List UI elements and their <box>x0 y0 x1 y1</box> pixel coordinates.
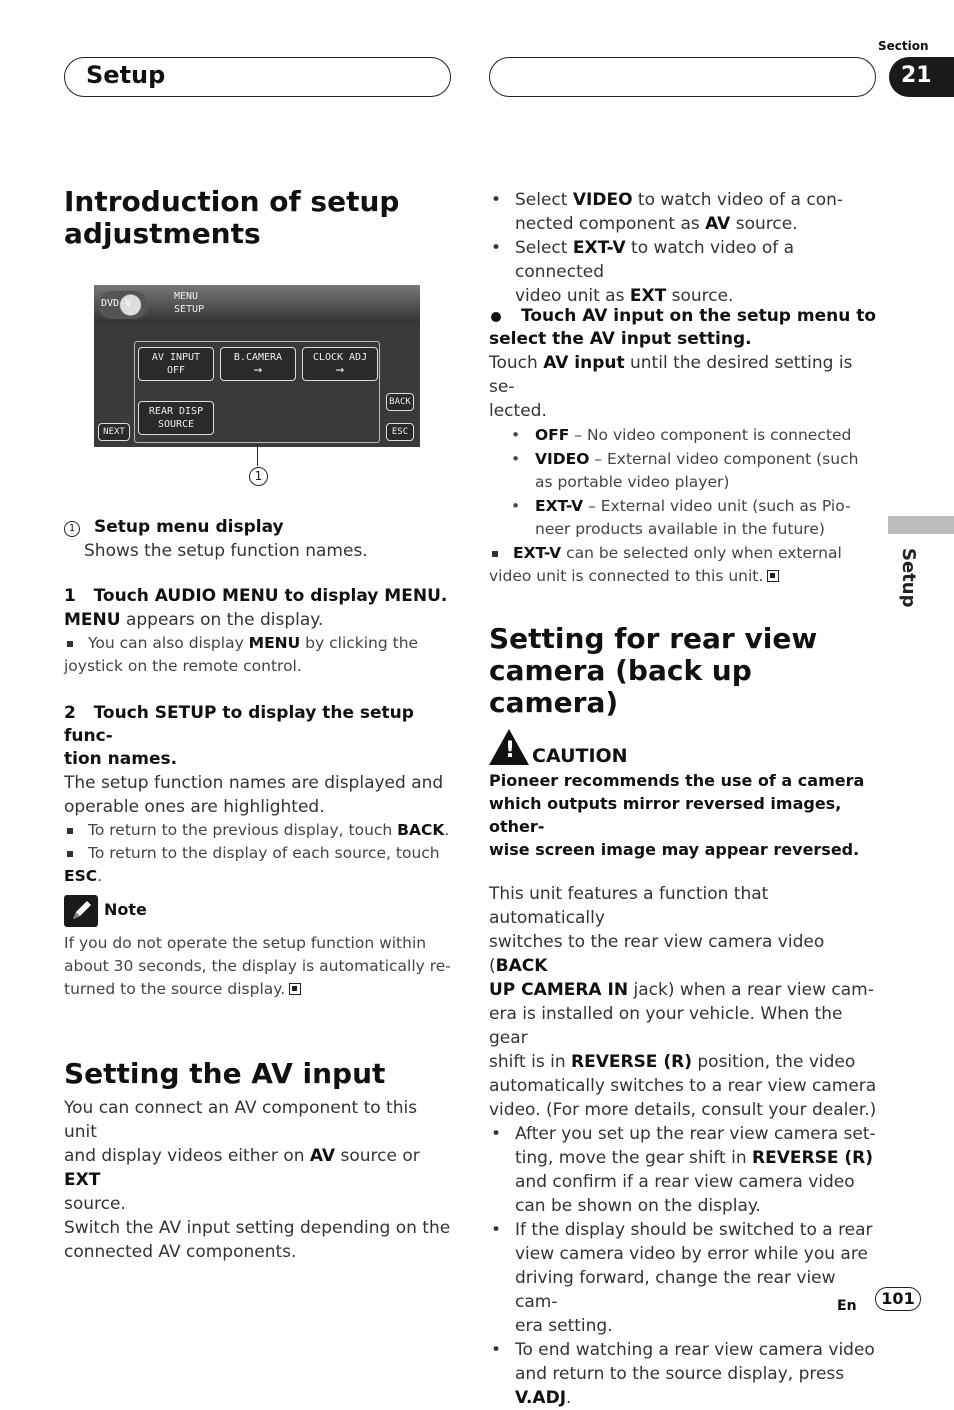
option-video-cont: as portable video player) <box>535 473 730 491</box>
rear-camera-section <box>489 623 881 1410</box>
note-label: Note <box>104 900 147 919</box>
extv-note-cont: video unit is connected to this unit. <box>489 565 881 588</box>
rear-bullet-3-l2: and return to the source display, press <box>515 1364 845 1384</box>
end-mark-icon <box>289 983 301 995</box>
rear-bullet-2-l4: era setting. <box>515 1316 613 1336</box>
callout-number: 1 <box>249 467 268 486</box>
av-step-touch: Touch AV input until the desired setting is se- <box>489 353 853 397</box>
clock-adj-button[interactable] <box>302 347 378 381</box>
section-number-badge: 21 <box>889 57 954 97</box>
rear-bullet-2: • If the display should be switched to a rear <box>489 1218 881 1242</box>
av-input-label: AV INPUT <box>151 352 201 363</box>
option-video: • VIDEO – External video component (such <box>509 448 881 471</box>
step-2-note-1: To return to the previous display, touch BACK. <box>64 819 454 842</box>
legend-number: 1 <box>64 521 80 537</box>
header-blank-pill <box>489 57 876 97</box>
step-1-desc: MENU appears on the display. <box>64 610 324 630</box>
b-camera-label: B.CAMERA <box>233 352 283 363</box>
b-camera-button[interactable] <box>220 347 296 381</box>
source-badge-text: DVD-V <box>101 298 132 309</box>
rear-bullet-2-l2: view camera video by error while you are <box>515 1244 868 1264</box>
extv-bullet-cont: video unit as EXT source. <box>515 286 734 306</box>
esc-button[interactable]: ESC <box>386 423 414 441</box>
clock-adj-label: CLOCK ADJ <box>312 352 368 363</box>
clock-adj-arrow-icon: → <box>335 362 345 378</box>
source-badge <box>98 291 148 319</box>
option-extv-cont: neer products available in the future) <box>535 520 825 538</box>
section-label: Section <box>878 39 929 53</box>
extv-bullet: • Select EXT-V to watch video of a connected <box>489 236 881 284</box>
step-1-note-cont: joystick on the remote control. <box>64 657 302 675</box>
menu-caption <box>174 290 204 316</box>
legend-title-line <box>64 516 454 539</box>
footer-lang: En <box>837 1298 857 1314</box>
av-heading: Setting the AV input <box>64 1057 386 1090</box>
step-1 <box>64 585 454 678</box>
dot-bullet-icon <box>491 312 501 322</box>
rear-p-2: switches to the rear view camera video (BACK <box>489 932 825 976</box>
page-header-title: Setup <box>86 61 166 89</box>
av-line-2: and display videos either on AV source or EXT <box>64 1146 420 1190</box>
rear-bullet-1-l2: ting, move the gear shift in REVERSE (R) <box>515 1148 873 1168</box>
side-tab-label: Setup <box>898 548 919 608</box>
step-2-desc-1: The setup function names are displayed and <box>64 773 444 793</box>
note-block <box>64 895 454 1001</box>
rear-p-3: UP CAMERA IN jack) when a rear view cam- <box>489 980 874 1000</box>
right-top <box>489 188 881 308</box>
caution-label: CAUTION <box>532 745 628 767</box>
rear-heading-1: Setting for rear view <box>489 622 818 655</box>
step-2-title-2: tion names. <box>64 749 178 769</box>
av-line-1: You can connect an AV component to this unit <box>64 1098 418 1142</box>
av-input-value: OFF <box>166 365 186 376</box>
rear-disp-label: REAR DISP <box>148 406 204 417</box>
rear-p-5: shift is in REVERSE (R) position, the video <box>489 1052 856 1072</box>
rear-bullet-1-l4: can be shown on the display. <box>515 1196 761 1216</box>
av-step-title-2: select the AV input setting. <box>489 329 752 349</box>
menu-caption-line2: SETUP <box>174 304 205 315</box>
caution-line-1: Pioneer recommends the use of a camera <box>489 771 865 790</box>
video-bullet-cont: nected component as AV source. <box>515 214 798 234</box>
rear-bullet-2-l3: driving forward, change the rear view cam- <box>515 1268 836 1312</box>
note-line-1: If you do not operate the setup function within <box>64 934 427 952</box>
intro-heading: Introduction of setup adjustments <box>64 185 400 250</box>
warning-triangle-icon: ! <box>489 729 529 765</box>
legend-title: Setup menu display <box>94 517 284 537</box>
caution-line-2: which outputs mirror reversed images, other- <box>489 794 842 836</box>
page-number: 101 <box>875 1287 921 1311</box>
step-2-desc-2: operable ones are highlighted. <box>64 797 325 817</box>
setup-menu-screenshot <box>94 285 420 447</box>
callout-line <box>257 444 258 466</box>
b-camera-arrow-icon: → <box>253 362 263 378</box>
menu-caption-line1: MENU <box>174 291 199 302</box>
rear-bullet-1-l3: and confirm if a rear view camera video <box>515 1172 855 1192</box>
video-bullet: • Select VIDEO to watch video of a con- <box>489 188 881 212</box>
end-mark-icon <box>767 570 779 582</box>
option-off: • OFF – No video component is connected <box>509 424 881 447</box>
back-button[interactable]: BACK <box>386 393 414 411</box>
rear-heading-2: camera (back up camera) <box>489 654 752 719</box>
av-step <box>489 305 881 588</box>
rear-bullet-3: • To end watching a rear view camera video <box>489 1338 881 1362</box>
rear-bullet-1: • After you set up the rear view camera set- <box>489 1122 881 1146</box>
rear-disp-value: SOURCE <box>157 419 195 430</box>
av-line-5: connected AV components. <box>64 1242 297 1262</box>
rear-disp-button[interactable] <box>138 401 214 435</box>
step-2-note-2: To return to the display of each source, touch <box>64 842 454 865</box>
av-line-3: source. <box>64 1194 126 1214</box>
caution-line-3: wise screen image may appear reversed. <box>489 840 860 859</box>
option-extv: • EXT-V – External video unit (such as Pio- <box>509 495 881 518</box>
av-step-title-1: Touch AV input on the setup menu to <box>489 305 881 328</box>
av-line-4: Switch the AV input setting depending on the <box>64 1218 451 1238</box>
extv-note: EXT-V can be selected only when external <box>489 542 881 565</box>
step-2-title-1: 2 Touch SETUP to display the setup func- <box>64 703 414 746</box>
side-tab-bar <box>888 516 954 534</box>
pencil-icon <box>64 895 98 927</box>
rear-p-1: This unit features a function that automatically <box>489 884 769 928</box>
rear-bullet-3-l3: V.ADJ. <box>515 1388 572 1408</box>
rear-p-4: era is installed on your vehicle. When the gear <box>489 1004 843 1048</box>
step-2-note-2-cont: ESC. <box>64 867 103 885</box>
av-section <box>64 1058 454 1264</box>
av-input-button[interactable] <box>138 347 214 381</box>
next-button[interactable]: NEXT <box>98 423 130 441</box>
rear-p-6: automatically switches to a rear view camera <box>489 1076 877 1096</box>
left-column <box>64 186 454 250</box>
note-line-3: turned to the source display. <box>64 978 454 1001</box>
rear-p-7: video. (For more details, consult your dealer.) <box>489 1100 877 1120</box>
step-1-note: You can also display MENU by clicking the <box>64 632 454 655</box>
step-1-title: 1 Touch AUDIO MENU to display MENU. <box>64 586 448 606</box>
note-line-2: about 30 seconds, the display is automatically re- <box>64 957 451 975</box>
note-header <box>64 895 454 927</box>
av-step-touch-cont: lected. <box>489 401 547 421</box>
step-2 <box>64 702 454 888</box>
legend <box>64 516 454 563</box>
caution-header <box>489 729 881 769</box>
legend-desc: Shows the setup function names. <box>84 541 368 561</box>
